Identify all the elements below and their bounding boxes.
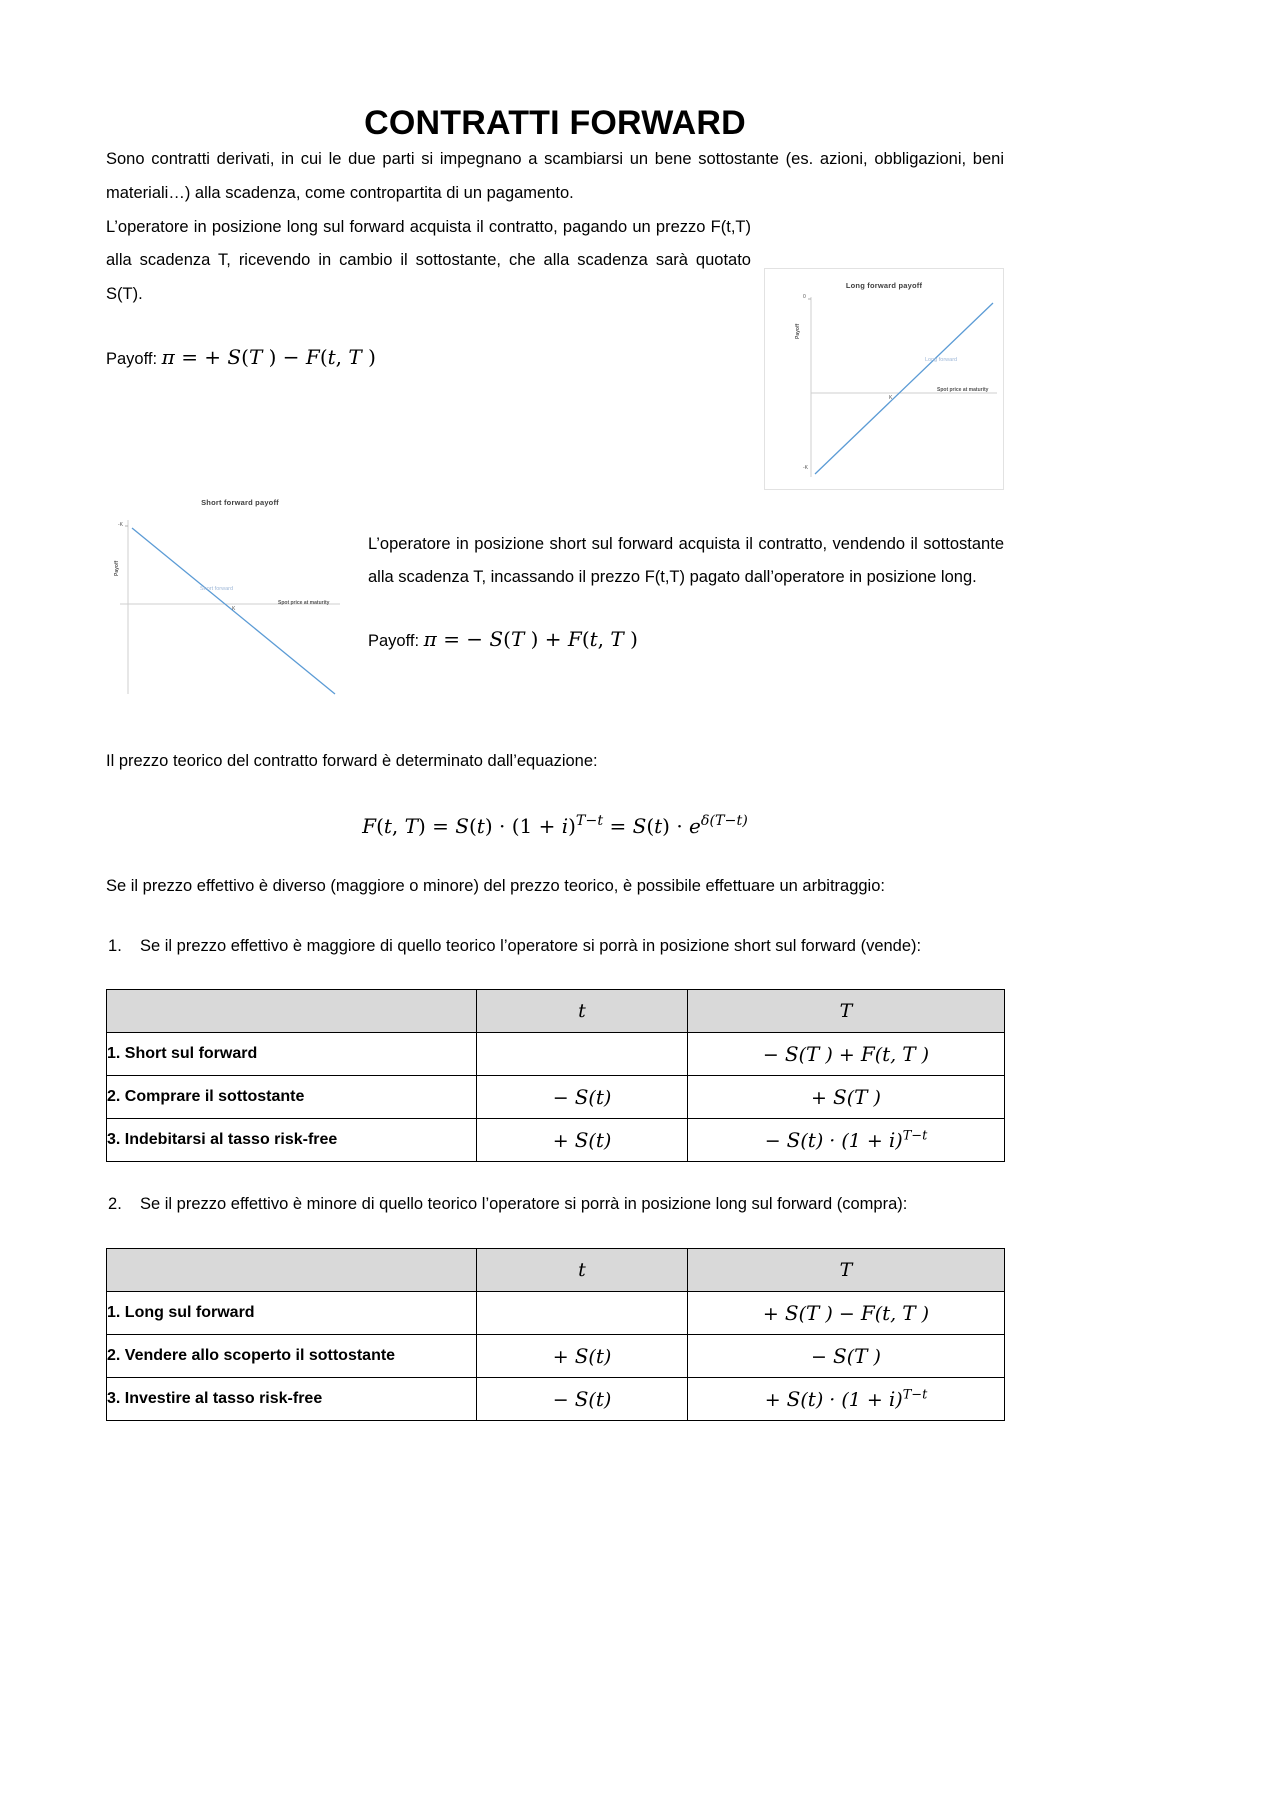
chart-long-y-tick: 0 bbox=[803, 294, 806, 300]
chart-short-forward-payoff bbox=[114, 498, 360, 698]
forward-price-formula: F(t, $T) = S(t) \cdot (1 + i)^{T-t} = S(t) \cdot e^{\delta(T-t)}$ bbox=[362, 812, 748, 838]
chart-long-y-bottom-tick: -K bbox=[803, 465, 808, 471]
chart-title-short: Short forward payoff bbox=[201, 498, 279, 507]
table-row bbox=[107, 1378, 1005, 1421]
table-header-row bbox=[107, 990, 1005, 1033]
paragraph-intro: Sono contratti derivati, in cui le due parti si impegnano a scambiarsi un bene sottostante (es. azioni, obbligazioni, beni materiali…) alla scadenza, come contropartita di un pagamento. bbox=[106, 150, 1004, 202]
cell-T: + S(T ) bbox=[688, 1076, 1005, 1119]
row-label: 1. Long sul forward bbox=[107, 1292, 477, 1335]
chart-long-y-label: Payoff bbox=[795, 323, 801, 339]
table-row bbox=[107, 1076, 1005, 1119]
row-label: 2. Vendere allo scoperto il sottostante bbox=[107, 1335, 477, 1378]
table-header-row bbox=[107, 1249, 1005, 1292]
table-row bbox=[107, 1335, 1005, 1378]
paragraph-long-description: L’operatore in posizione long sul forward acquista il contratto, pagando un prezzo F(t,T) alla scadenza T, ricevendo in cambio il sottostante, che alla scadenza sarà quotato S(T). bbox=[106, 217, 751, 304]
list-item-2: Se il prezzo effettivo è minore di quello teorico l’operatore si porrà in posizione long sul forward (compra): bbox=[140, 1195, 908, 1214]
row-label: 3. Investire al tasso risk-free bbox=[107, 1378, 477, 1421]
chart-title-long: Long forward payoff bbox=[845, 281, 923, 290]
short-payoff-prefix: Payoff: bbox=[368, 632, 420, 650]
paragraph-arbitrage-intro: Se il prezzo effettivo è diverso (maggiore o minore) del prezzo teorico, è possibile effettuare un arbitraggio: bbox=[106, 876, 885, 895]
row-label: 2. Comprare il sottostante bbox=[107, 1076, 477, 1119]
short-forward-text-block bbox=[368, 528, 1004, 658]
cell-t: + S(t) bbox=[477, 1335, 688, 1378]
cell-T: − S(T ) bbox=[688, 1335, 1005, 1378]
cell-T: + S(T ) − F(t, T ) bbox=[688, 1292, 1005, 1335]
long-payoff-prefix: Payoff: bbox=[106, 350, 158, 369]
chart-long-x-label: Spot price at maturity bbox=[937, 387, 989, 393]
table-header-t: t bbox=[477, 990, 688, 1033]
chart-short-y-label: Payoff bbox=[114, 560, 120, 576]
cell-T: − S(T ) + F(t, T ) bbox=[688, 1033, 1005, 1076]
cell-T: + $S(t) \cdot (1 + i)^{T-t}$ bbox=[688, 1378, 1005, 1421]
long-payoff-formula: π = + S(T ) − F(t, T ) bbox=[161, 345, 376, 370]
cell-T: − $S(t) \cdot (1 + i)^{T-t}$ bbox=[688, 1119, 1005, 1162]
cell-t: + S(t) bbox=[477, 1119, 688, 1162]
chart-short-series-label: Short forward bbox=[200, 586, 234, 592]
short-payoff-formula: π = − S(T ) + F(t, T ) bbox=[423, 627, 638, 651]
arbitrage-list-2 bbox=[106, 1188, 1004, 1222]
cell-t bbox=[477, 1033, 688, 1076]
row-label: 3. Indebitarsi al tasso risk-free bbox=[107, 1119, 477, 1162]
chart-long-forward-payoff bbox=[764, 268, 1004, 490]
cell-t bbox=[477, 1292, 688, 1335]
table-short-arbitrage bbox=[106, 989, 1005, 1162]
row-label: 1. Short sul forward bbox=[107, 1033, 477, 1076]
list-item-1: Se il prezzo effettivo è maggiore di quello teorico l’operatore si porrà in posizione short sul forward (vende): bbox=[140, 936, 922, 955]
table-header-empty bbox=[107, 990, 477, 1033]
table-header-empty bbox=[107, 1249, 477, 1292]
paragraph-short-description: L’operatore in posizione short sul forward acquista il contratto, vendendo il sottostante alla scadenza T, incassando il prezzo F(t,T) pagato dall’operatore in posizione long. bbox=[368, 535, 1004, 586]
table-row bbox=[107, 1292, 1005, 1335]
short-payoff-line bbox=[368, 620, 1004, 658]
document-lower-content bbox=[106, 745, 1004, 1421]
table-header-t: t bbox=[477, 1249, 688, 1292]
arbitrage-list bbox=[106, 930, 1004, 964]
table-long-arbitrage bbox=[106, 1248, 1005, 1421]
table-row bbox=[107, 1033, 1005, 1076]
chart-short-x-label: Spot price at maturity bbox=[278, 600, 330, 606]
paragraph-theoretical-price: Il prezzo teorico del contratto forward è determinato dall’equazione: bbox=[106, 752, 598, 770]
table-row bbox=[107, 1119, 1005, 1162]
chart-short-y-tick: -K bbox=[118, 522, 123, 528]
chart-short-x-tick: K bbox=[232, 606, 236, 612]
chart-long-x-tick: K bbox=[889, 395, 893, 401]
cell-t: − S(t) bbox=[477, 1076, 688, 1119]
chart-long-series-label: Long forward bbox=[925, 357, 958, 363]
chart-long-svg bbox=[765, 269, 1005, 491]
table-header-T: T bbox=[688, 1249, 1005, 1292]
cell-t: − S(t) bbox=[477, 1378, 688, 1421]
page-title: CONTRATTI FORWARD bbox=[364, 104, 746, 142]
table-header-T: T bbox=[688, 990, 1005, 1033]
